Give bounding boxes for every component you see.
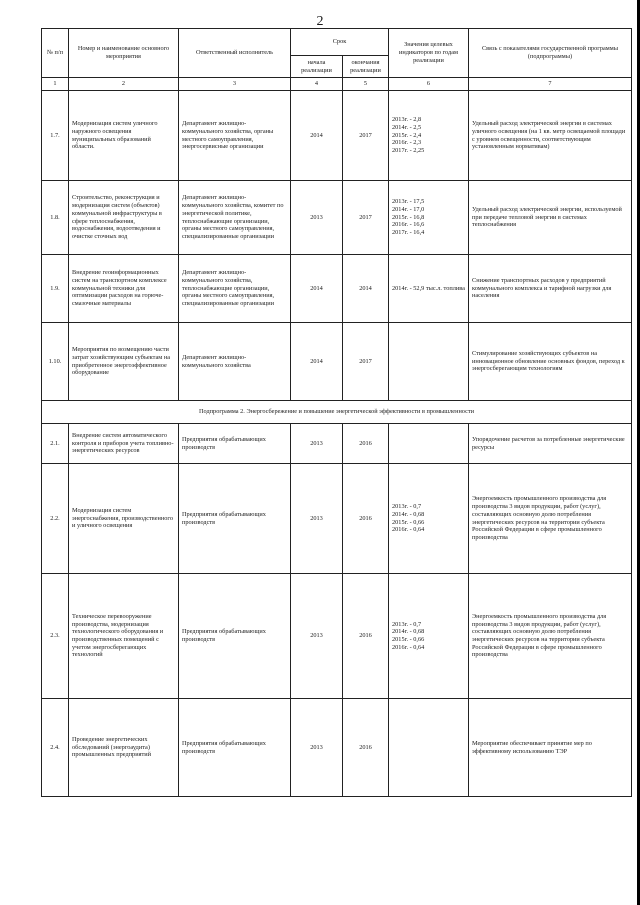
measures-table (41, 28, 632, 797)
program-link: Стимулирование хозяйствующих субъектов на инновационное обновление основных фондов, переход к энергосберегающим технологиям (469, 323, 632, 401)
measure-name: Техническое перевооружение производства, модернизация технологического оборудования и производственных помещений с учетом энергосберегающих технологий (69, 574, 179, 699)
header-end: окончания реализации (343, 56, 389, 78)
indicator-values: 2013г. - 17,5 2014г. - 17,0 2015г. - 16,8 2016г. - 16,6 2017г. - 16,4 (389, 181, 469, 255)
program-link: Энергоемкость промышленного производства для производства 3 видов продукции, работ (услуг), составляющих основную долю потребления энергетических ресурсов на территории субъекта Российской Федерации в сфере промышленного производства (469, 464, 632, 574)
program-link: Удельный расход электрической энергии, используемой при передаче тепловой энергии в системах теплоснабжения (469, 181, 632, 255)
row-number: 1.7. (42, 91, 69, 181)
measure-name: Модернизация систем энергоснабжения, производственного и уличного освещения (69, 464, 179, 574)
start-year: 2014 (291, 255, 343, 323)
start-year: 2013 (291, 574, 343, 699)
index-cell: 4 (291, 78, 343, 91)
end-year: 2017 (343, 181, 389, 255)
executor: Предприятия обрабатывающих производств (179, 574, 291, 699)
program-link: Мероприятие обеспечивает принятие мер по эффективному использованию ТЭР (469, 699, 632, 797)
row-number: 2.1. (42, 424, 69, 464)
indicator-values (389, 699, 469, 797)
table-row (42, 323, 632, 401)
measure-name: Внедрение геоинформационных систем на транспортном комплексе коммунальной техники для оптимизации расходов на горюче-смазочные материалы (69, 255, 179, 323)
program-link: Удельный расход электрической энергии в системах уличного освещения (на 1 кв. метр освещаемой площади с уровнем освещенности, соответствующим установленным нормативам) (469, 91, 632, 181)
end-year: 2016 (343, 464, 389, 574)
executor: Департамент жилищно-коммунального хозяйства, органы местного самоуправления, энергосервисные организации (179, 91, 291, 181)
executor: Департамент жилищно-коммунального хозяйства, теплоснабжающие организации, органы местного самоуправления, специализированные организации (179, 255, 291, 323)
program-link: Энергоемкость промышленного производства для производства 3 видов продукции, работ (услуг), составляющих основную долю потребления энергетических ресурсов на территории субъекта Российской Федерации в сфере промышленного производства (469, 574, 632, 699)
index-cell: 1 (42, 78, 69, 91)
index-cell: 5 (343, 78, 389, 91)
measure-name: Модернизация систем уличного наружного освещения муниципальных образований области. (69, 91, 179, 181)
header-term: Срок (291, 29, 389, 56)
index-cell: 2 (69, 78, 179, 91)
indicator-values (389, 323, 469, 401)
header-start: начала реализации (291, 56, 343, 78)
index-cell: 6 (389, 78, 469, 91)
start-year: 2013 (291, 424, 343, 464)
index-cell: 3 (179, 78, 291, 91)
table-row (42, 574, 632, 699)
table-row (42, 424, 632, 464)
program-link: Снижение транспортных расходов у предприятий коммунального комплекса и тарифной нагрузки для населения (469, 255, 632, 323)
indicator-values: 2014г. - 52,9 тыс.л. топлива (389, 255, 469, 323)
row-number: 1.8. (42, 181, 69, 255)
header-indicators: Значения целевых индикаторов по годам реализации (389, 29, 469, 78)
measure-name: Проведение энергетических обследований (энергоаудита) промышленных предприятий (69, 699, 179, 797)
executor: Предприятия обрабатывающих производств (179, 464, 291, 574)
row-number: 2.3. (42, 574, 69, 699)
table-row (42, 181, 632, 255)
header-executor: Ответственный исполнитель (179, 29, 291, 78)
end-year: 2016 (343, 699, 389, 797)
end-year: 2016 (343, 574, 389, 699)
start-year: 2013 (291, 464, 343, 574)
start-year: 2013 (291, 181, 343, 255)
row-number: 2.2. (42, 464, 69, 574)
table-row (42, 464, 632, 574)
table-row (42, 91, 632, 181)
row-number: 2.4. (42, 699, 69, 797)
end-year: 2014 (343, 255, 389, 323)
index-cell: 7 (469, 78, 632, 91)
subprogram-title: Подпрограмма 2. Энергосбережение и повышение энергетической эффективности в промышленности (42, 401, 632, 424)
start-year: 2014 (291, 91, 343, 181)
end-year: 2017 (343, 323, 389, 401)
indicator-values: 2013г. - 0,7 2014г. - 0,68 2015г. - 0,66 2016г. - 0,64 (389, 464, 469, 574)
executor: Предприятия обрабатывающих производств (179, 424, 291, 464)
table-row (42, 699, 632, 797)
indicator-values (389, 424, 469, 464)
indicator-values: 2013г. - 0,7 2014г. - 0,68 2015г. - 0,66 2016г. - 0,64 (389, 574, 469, 699)
executor: Департамент жилищно-коммунального хозяйства (179, 323, 291, 401)
header-measure-name: Номер и наименование основного мероприятия (69, 29, 179, 78)
index-row (42, 78, 632, 91)
row-number: 1.9. (42, 255, 69, 323)
end-year: 2016 (343, 424, 389, 464)
table-row (42, 255, 632, 323)
start-year: 2014 (291, 323, 343, 401)
measure-name: Мероприятия по возмещению части затрат хозяйствующим субъектам на приобретенное энергоэффективное оборудование (69, 323, 179, 401)
end-year: 2017 (343, 91, 389, 181)
header-number: № п/п (42, 29, 69, 78)
executor: Департамент жилищно-коммунального хозяйства, комитет по энергетической политике, теплоснабжающие организации, органы местного самоуправления, специализированные организации (179, 181, 291, 255)
row-number: 1.10. (42, 323, 69, 401)
program-link: Упорядочение расчетов за потребленные энергетические ресурсы (469, 424, 632, 464)
executor: Предприятия обрабатывающих производств (179, 699, 291, 797)
indicator-values: 2013г. - 2,8 2014г. - 2,5 2015г. - 2,4 2016г. - 2,3 2017г. - 2,25 (389, 91, 469, 181)
start-year: 2013 (291, 699, 343, 797)
header-program-link: Связь с показателями государственной программы (подпрограммы) (469, 29, 632, 78)
measure-name: Строительство, реконструкция и модернизация систем (объектов) коммунальной инфраструктуры в сфере теплоснабжения, водоснабжения, водоотведения и очистке сточных вод (69, 181, 179, 255)
measure-name: Внедрение систем автоматического контроля и приборов учета топливно-энергетических ресурсов (69, 424, 179, 464)
page-number: 2 (316, 14, 324, 29)
